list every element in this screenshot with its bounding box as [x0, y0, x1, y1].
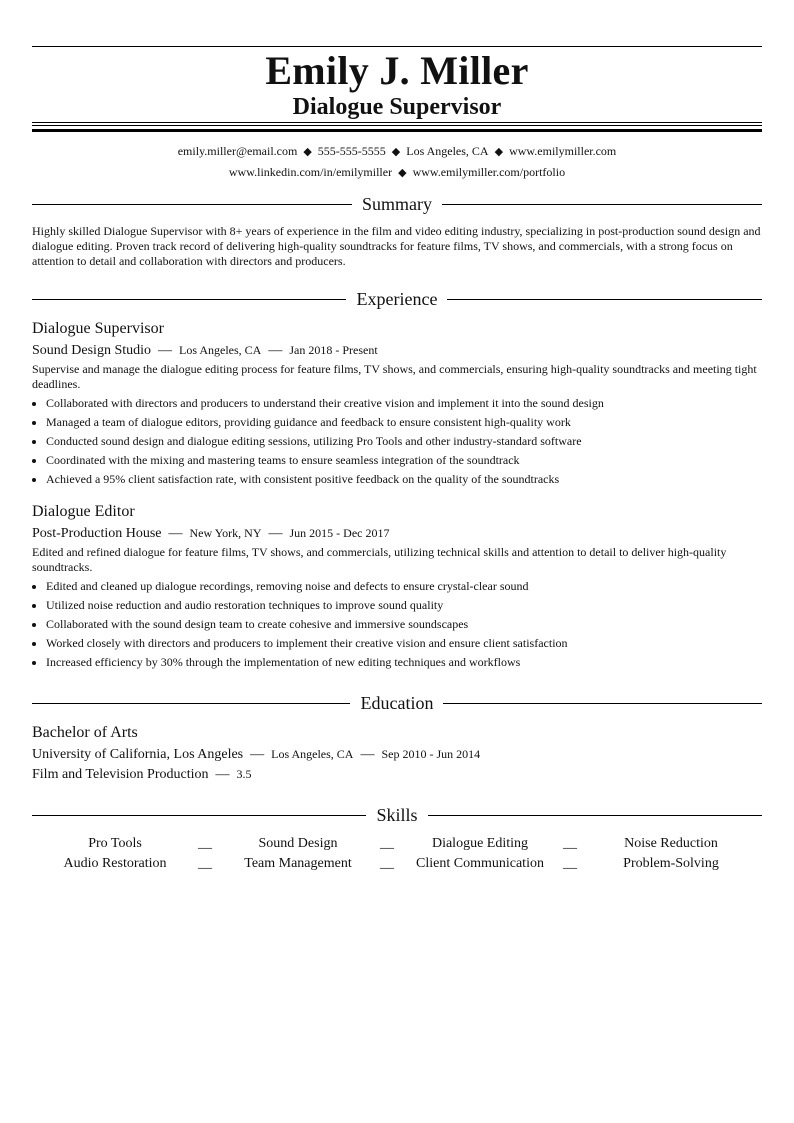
job-dates: Jan 2018 - Present [289, 343, 378, 357]
job-company: Post-Production House [32, 526, 162, 541]
list-item: Increased efficiency by 30% through the implementation of new editing techniques and workflows [32, 655, 762, 670]
education-meta: University of California, Los Angeles — Los Angeles, CA — Sep 2010 - Jun 2014 [32, 747, 481, 762]
header-rule-thin-1 [32, 122, 762, 123]
diamond-separator-icon: ◆ [391, 146, 401, 158]
contact-location: Los Angeles, CA [406, 144, 489, 158]
skill-separator: __ [198, 836, 212, 851]
skill-item: Dialogue Editing [431, 836, 529, 851]
experience-heading: Experience [347, 289, 448, 309]
contact-portfolio[interactable]: www.emilymiller.com/portfolio [412, 165, 566, 179]
list-item: Managed a team of dialogue editors, providing guidance and feedback to ensure consistent high-quality work [32, 415, 762, 430]
bullet-dot-icon [32, 604, 36, 608]
list-item: Collaborated with the sound design team to create cohesive and immersive soundscapes [32, 617, 762, 632]
summary-heading: Summary [352, 194, 442, 214]
gpa-value: 3.5 [236, 767, 252, 781]
field-of-study: Film and Television Production [32, 767, 209, 782]
school-dates: Sep 2010 - Jun 2014 [381, 747, 481, 761]
job-location: Los Angeles, CA [179, 343, 262, 357]
experience-section-header [32, 288, 762, 312]
skill-item: Client Communication [416, 856, 544, 871]
job-bullets [32, 396, 762, 491]
skill-item: Noise Reduction [624, 836, 718, 851]
school-name: University of California, Los Angeles [32, 747, 244, 762]
list-item: Collaborated with directors and producers to understand their creative vision and implement it into the sound design [32, 396, 762, 411]
skill-separator: __ [563, 856, 577, 871]
education-heading: Education [351, 693, 444, 713]
school-location: Los Angeles, CA [271, 747, 354, 761]
skill-separator: __ [380, 856, 394, 871]
list-item: Conducted sound design and dialogue editing sessions, utilizing Pro Tools and other industry-standard software [32, 434, 762, 449]
bullet-dot-icon [32, 440, 36, 444]
header-rule-thin-2 [32, 125, 762, 126]
list-item: Coordinated with the mixing and mastering teams to ensure seamless integration of the soundtrack [32, 453, 762, 468]
degree-title: Bachelor of Arts [32, 724, 138, 741]
list-item: Edited and cleaned up dialogue recordings, removing noise and defects to ensure crystal-clear sound [32, 579, 762, 594]
diamond-separator-icon: ◆ [303, 146, 312, 158]
bullet-dot-icon [32, 478, 36, 482]
skills-row [32, 835, 762, 855]
contact-row-2 [32, 164, 762, 181]
header-top-rule [32, 46, 762, 47]
skills-grid [32, 835, 762, 875]
bullet-dot-icon [32, 661, 36, 665]
contact-row-1 [32, 143, 762, 160]
contact-email[interactable]: emily.miller@email.com [177, 144, 298, 158]
job-title: Dialogue Editor [32, 503, 135, 520]
skill-item: Team Management [244, 856, 352, 871]
education-field: Film and Television Production — 3.5 [32, 767, 252, 782]
job-description: Supervise and manage the dialogue editing process for feature films, TV shows, and commercials, ensuring high-quality soundtracks and meeting tight deadlines. [32, 362, 757, 391]
job-description: Edited and refined dialogue for feature films, TV shows, and commercials, utilizing technical skills and attention to detail to deliver high-quality soundtracks. [32, 545, 727, 574]
candidate-title: Dialogue Supervisor [292, 94, 502, 120]
contact-website[interactable]: www.emilymiller.com [509, 144, 617, 158]
skill-item: Pro Tools [88, 836, 142, 851]
skills-section-header [32, 804, 762, 828]
education-section-header [32, 692, 762, 716]
skill-separator: __ [380, 836, 394, 851]
diamond-separator-icon: ◆ [494, 146, 504, 158]
contact-linkedin[interactable]: www.linkedin.com/in/emilymiller [228, 165, 393, 179]
job-meta: Post-Production House — New York, NY — Jun 2015 - Dec 2017 [32, 526, 390, 541]
job-title: Dialogue Supervisor [32, 320, 164, 337]
skill-separator: __ [198, 856, 212, 871]
skill-item: Sound Design [258, 836, 338, 851]
summary-section-header [32, 193, 762, 217]
job-bullets [32, 579, 762, 674]
job-meta: Sound Design Studio — Los Angeles, CA — Jan 2018 - Present [32, 343, 378, 358]
bullet-dot-icon [32, 421, 36, 425]
diamond-separator-icon: ◆ [398, 167, 407, 179]
list-item: Utilized noise reduction and audio restoration techniques to improve sound quality [32, 598, 762, 613]
summary-text: Highly skilled Dialogue Supervisor with 8+ years of experience in the film and video editing industry, specializing in post-production sound design and dialogue editing. Proven track record of delivering high-quality soundtracks for feature films, TV shows, and commercials, with a strong focus on attention to detail and collaboration with directors and producers. [32, 224, 761, 268]
bullet-dot-icon [32, 459, 36, 463]
bullet-dot-icon [32, 402, 36, 406]
job-dates: Jun 2015 - Dec 2017 [289, 526, 390, 540]
list-item: Achieved a 95% client satisfaction rate, with consistent positive feedback on the quality of the soundtracks [32, 472, 762, 487]
contact-phone[interactable]: 555-555-5555 [317, 144, 386, 158]
candidate-name: Emily J. Miller [265, 48, 529, 93]
bullet-dot-icon [32, 585, 36, 589]
job-location: New York, NY [189, 526, 262, 540]
bullet-dot-icon [32, 623, 36, 627]
skill-item: Problem-Solving [623, 856, 719, 871]
bullet-dot-icon [32, 642, 36, 646]
skill-separator: __ [563, 836, 577, 851]
skills-heading: Skills [366, 805, 427, 825]
job-company: Sound Design Studio [32, 343, 152, 358]
list-item: Worked closely with directors and producers to implement their creative vision and ensure client satisfaction [32, 636, 762, 651]
header-rule-thick [32, 129, 762, 132]
skill-item: Audio Restoration [63, 856, 167, 871]
skills-row [32, 855, 762, 875]
